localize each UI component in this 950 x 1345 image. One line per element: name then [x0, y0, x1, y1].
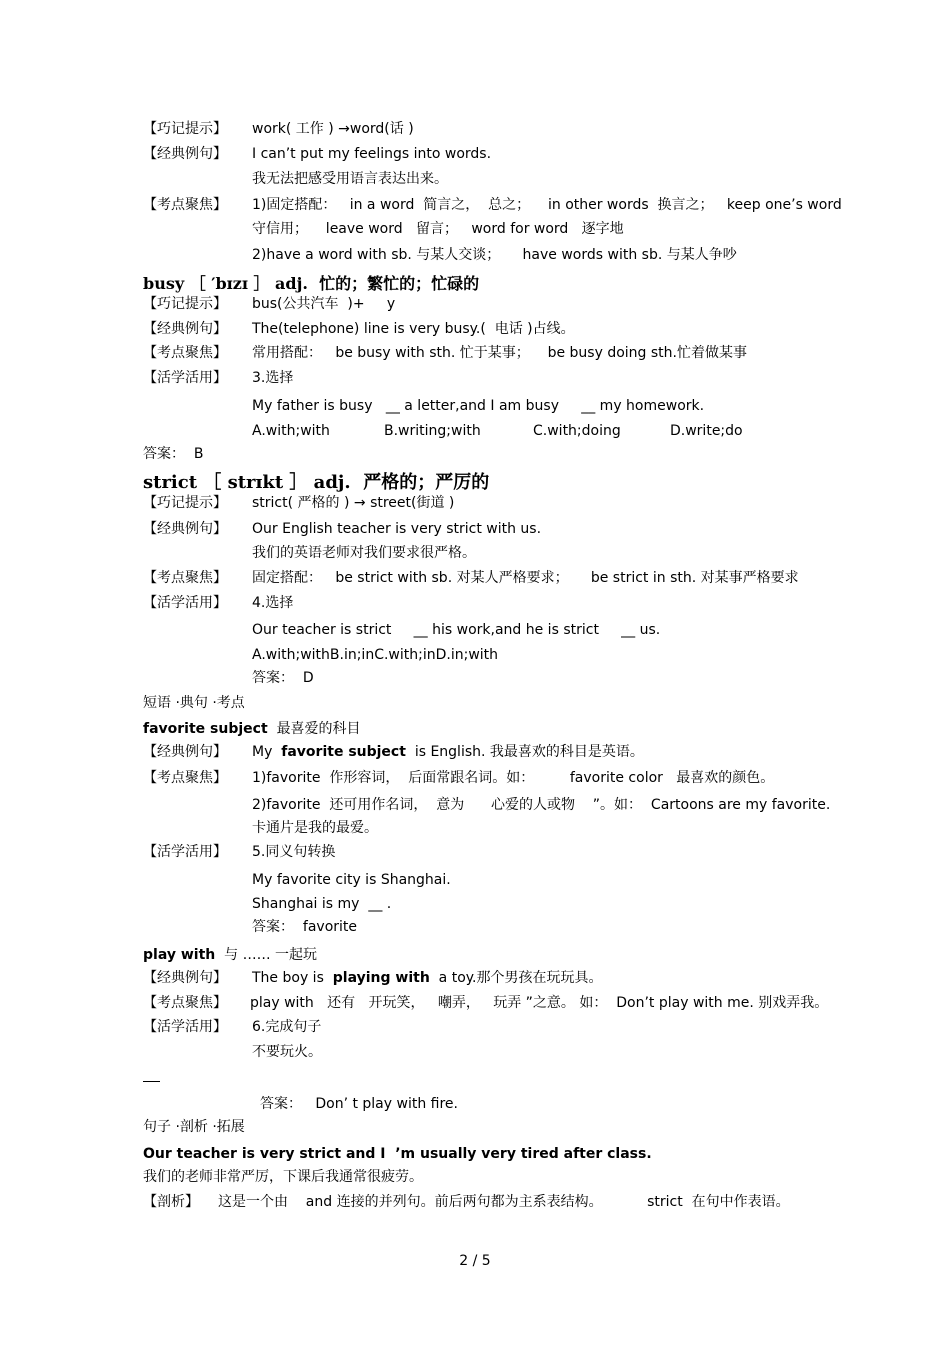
phrase-heading — [143, 720, 361, 738]
answer: 答案： B — [143, 446, 204, 462]
example-post: a toy.那个男孩在玩玩具。 — [429, 970, 603, 986]
label-example: 【经典例句】 — [143, 521, 227, 537]
example-bold: favorite subject — [281, 744, 406, 760]
label-example: 【经典例句】 — [143, 146, 227, 162]
example-text — [252, 743, 644, 761]
example-bold: playing with — [332, 970, 430, 986]
label-practice: 【活学活用】 — [143, 370, 227, 386]
example-text: The(telephone) line is very busy.( 电话 )占线。 — [252, 321, 575, 337]
practice-question: Shanghai is my __ . — [252, 896, 392, 912]
focus-text-2-cont: 卡通片是我的最爱。 — [252, 820, 378, 836]
focus-text-2: 2)have a word with sb. 与某人交谈； have words with sb. 与某人争吵 — [252, 247, 737, 263]
phrase-heading — [143, 946, 317, 964]
option-d: D.write;do — [670, 423, 743, 439]
option-c: C.with;doing — [533, 423, 621, 439]
example-translation: 我无法把感受用语言表达出来。 — [252, 171, 448, 187]
mnemonic-text: bus(公共汽车 )+ y — [252, 296, 396, 312]
key-sentence-translation: 我们的老师非常严厉，下课后我通常很疲劳。 — [143, 1169, 423, 1185]
answer: 答案： D — [252, 670, 314, 686]
option-b: B.writing;with — [384, 423, 481, 439]
label-focus: 【考点聚焦】 — [143, 345, 227, 361]
label-focus: 【考点聚焦】 — [143, 197, 227, 213]
focus-text-2: 2)favorite 还可用作名词， 意为 心爱的人或物 ”。如： Cartoons are my favorite. — [252, 797, 831, 813]
label-focus: 【考点聚焦】 — [143, 995, 227, 1011]
label-practice: 【活学活用】 — [143, 1019, 227, 1035]
practice-title: 3.选择 — [252, 370, 294, 386]
key-sentence: Our teacher is very strict and I ’m usually very tired after class. — [143, 1146, 652, 1162]
focus-text: 1)固定搭配： in a word 简言之， 总之； in other words 换言之； keep one’s word — [252, 197, 842, 213]
focus-text: 常用搭配： be busy with sth. 忙于某事； be busy doing sth.忙着做某事 — [252, 345, 747, 361]
phrase-en: favorite subject — [143, 721, 268, 737]
label-practice: 【活学活用】 — [143, 844, 227, 860]
example-text: I can’t put my feelings into words. — [252, 146, 492, 162]
practice-prompt: 不要玩火。 — [252, 1044, 322, 1060]
mnemonic-text: strict( 严格的 ) → street(街道 ) — [252, 495, 455, 511]
example-text: Our English teacher is very strict with us. — [252, 521, 542, 537]
phrase-cn: 最喜爱的科目 — [276, 721, 361, 737]
practice-title: 5.同义句转换 — [252, 844, 336, 860]
headword-busy: busy ［ ′bɪzɪ ］ adj. 忙的；繁忙的；忙碌的 — [143, 274, 480, 293]
practice-question: Our teacher is strict __ his work,and he is strict __ us. — [252, 622, 661, 638]
answer: 答案： Don’ t play with fire. — [260, 1096, 458, 1112]
focus-text: 固定搭配： be strict with sb. 对某人严格要求； be strict in sth. 对某事严格要求 — [252, 570, 799, 586]
label-example: 【经典例句】 — [143, 321, 227, 337]
section-heading: 句子 ·剖析 ·拓展 — [143, 1119, 245, 1135]
analysis-text: 这是一个由 and 连接的并列句。前后两句都为主系表结构。 strict 在句中作表语。 — [218, 1194, 790, 1210]
example-pre: My — [252, 744, 282, 760]
phrase-cn: 与 …… 一起玩 — [224, 947, 318, 963]
example-text — [252, 969, 603, 987]
answer-blank-line — [143, 1081, 160, 1082]
answer: 答案： favorite — [252, 919, 358, 935]
phrase-en: play with — [143, 947, 216, 963]
section-heading: 短语 ·典句 ·考点 — [143, 695, 245, 711]
practice-question: My father is busy __ a letter,and I am busy __ my homework. — [252, 398, 705, 414]
headword-strict: strict ［ strɪkt ］ adj. 严格的；严厉的 — [143, 472, 490, 493]
practice-sentence: My favorite city is Shanghai. — [252, 872, 451, 888]
example-translation: 我们的英语老师对我们要求很严格。 — [252, 545, 476, 561]
page-number: 2 / 5 — [459, 1253, 491, 1269]
focus-text: play with 还有 开玩笑， 嘲弄， 玩弄 ”之意。 如： Don’t play with me. 别戏弄我。 — [250, 995, 829, 1011]
example-post: is English. 我最喜欢的科目是英语。 — [405, 744, 644, 760]
practice-options: A.with;withB.in;inC.with;inD.in;with — [252, 647, 499, 663]
practice-title: 4.选择 — [252, 595, 294, 611]
practice-title: 6.完成句子 — [252, 1019, 322, 1035]
label-analysis: 【剖析】 — [143, 1194, 199, 1210]
option-a: A.with;with — [252, 423, 330, 439]
label-mnemonic: 【巧记提示】 — [143, 296, 227, 312]
label-mnemonic: 【巧记提示】 — [143, 121, 227, 137]
label-example: 【经典例句】 — [143, 744, 227, 760]
label-focus: 【考点聚焦】 — [143, 570, 227, 586]
label-mnemonic: 【巧记提示】 — [143, 495, 227, 511]
label-example: 【经典例句】 — [143, 970, 227, 986]
focus-text-cont: 守信用； leave word 留言； word for word 逐字地 — [252, 221, 624, 237]
label-practice: 【活学活用】 — [143, 595, 227, 611]
mnemonic-text: work( 工作 ) →word(话 ) — [252, 121, 414, 137]
focus-text: 1)favorite 作形容词， 后面常跟名词。如： favorite color 最喜欢的颜色。 — [252, 770, 775, 786]
example-pre: The boy is — [252, 970, 333, 986]
label-focus: 【考点聚焦】 — [143, 770, 227, 786]
